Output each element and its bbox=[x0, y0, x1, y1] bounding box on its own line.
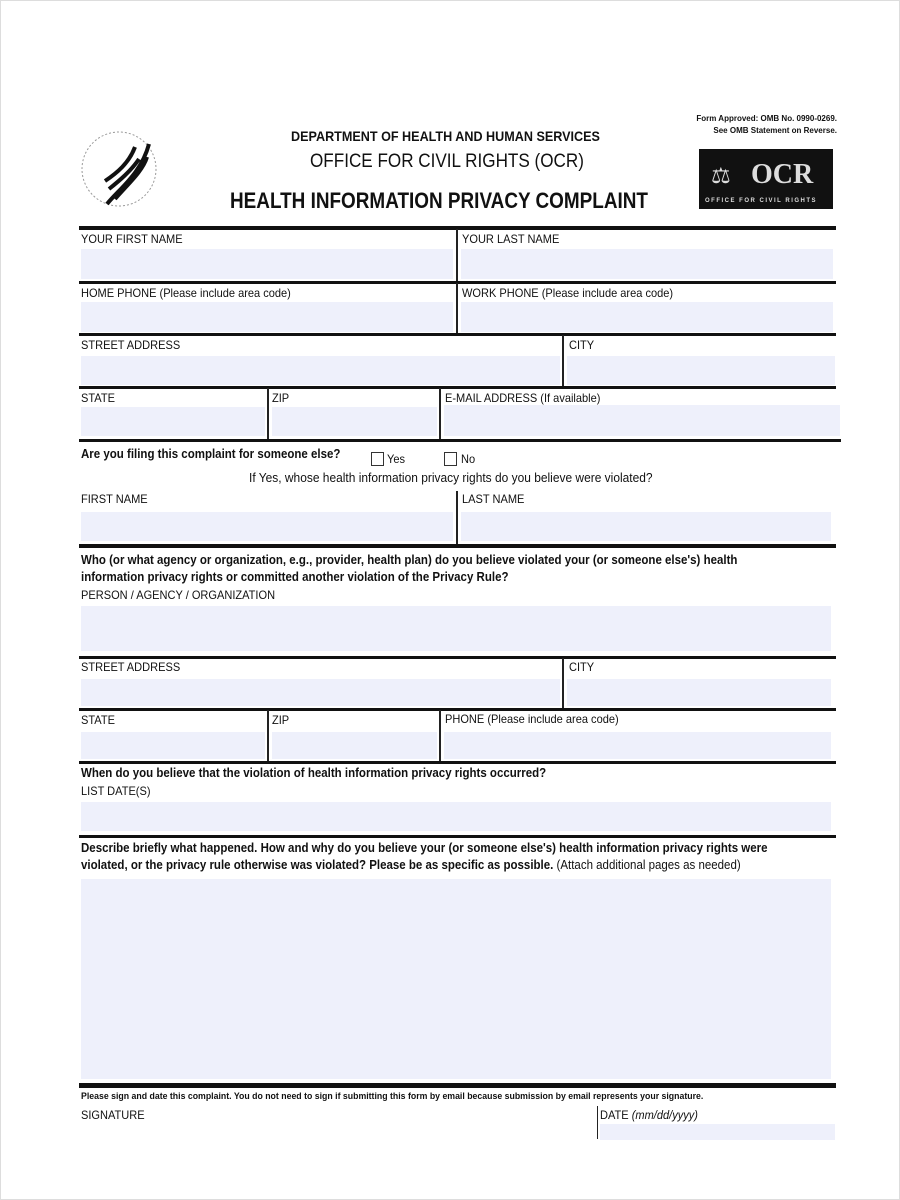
first-name-input[interactable] bbox=[81, 249, 453, 279]
street-label: STREET ADDRESS bbox=[81, 338, 181, 352]
violator-phone-input[interactable] bbox=[444, 732, 831, 759]
divider bbox=[456, 491, 458, 544]
ocr-logo-text: OCR bbox=[751, 159, 814, 190]
divider bbox=[267, 710, 269, 762]
violator-zip-label: ZIP bbox=[272, 713, 290, 727]
divider bbox=[79, 439, 841, 442]
whose-rights-text: If Yes, whose health information privacy rights do you believe were violated? bbox=[249, 470, 653, 485]
yes-checkbox[interactable] bbox=[371, 452, 384, 466]
other-first-name-label: FIRST NAME bbox=[81, 492, 148, 506]
ocr-logo-subtitle: OFFICE FOR CIVIL RIGHTS bbox=[705, 198, 818, 204]
zip-label: ZIP bbox=[272, 391, 290, 405]
attach-note: (Attach additional pages as needed) bbox=[556, 858, 741, 872]
divider bbox=[439, 710, 441, 762]
other-last-name-input[interactable] bbox=[461, 512, 831, 541]
other-first-name-input[interactable] bbox=[81, 512, 453, 541]
home-phone-input[interactable] bbox=[81, 302, 453, 332]
violator-city-label: CITY bbox=[569, 660, 595, 674]
divider bbox=[79, 1083, 836, 1088]
email-input[interactable] bbox=[444, 405, 840, 436]
violator-city-input[interactable] bbox=[567, 679, 831, 706]
work-phone-label: WORK PHONE (Please include area code) bbox=[462, 286, 674, 300]
date-label: DATE bbox=[600, 1108, 629, 1122]
violator-question: Who (or what agency or organization, e.g., provider, health plan) do you believe violated your (or someone else's) health bbox=[81, 553, 738, 567]
page-title: HEALTH INFORMATION PRIVACY COMPLAINT bbox=[230, 188, 648, 213]
divider bbox=[79, 386, 836, 389]
divider bbox=[439, 388, 441, 440]
hhs-seal-logo bbox=[79, 119, 159, 219]
describe-question: Describe briefly what happened. How and why do you believe your (or someone else's) health information privacy rights were bbox=[81, 841, 768, 855]
divider bbox=[267, 388, 269, 440]
divider bbox=[562, 335, 564, 387]
violator-state-label: STATE bbox=[81, 713, 115, 727]
divider bbox=[79, 761, 836, 764]
street-input[interactable] bbox=[81, 356, 560, 385]
work-phone-input[interactable] bbox=[461, 302, 833, 332]
divider bbox=[79, 656, 836, 659]
office-name: OFFICE FOR CIVIL RIGHTS (OCR) bbox=[310, 151, 584, 172]
zip-input[interactable] bbox=[272, 407, 437, 436]
divider bbox=[79, 544, 836, 548]
last-name-input[interactable] bbox=[461, 249, 833, 279]
violator-question-cont: information privacy rights or committed another violation of the Privacy Rule? bbox=[81, 570, 509, 584]
last-name-label: YOUR LAST NAME bbox=[462, 232, 560, 246]
date-input[interactable] bbox=[600, 1124, 835, 1140]
dates-input[interactable] bbox=[81, 802, 831, 831]
state-input[interactable] bbox=[81, 407, 265, 436]
describe-question-cont: violated, or the privacy rule otherwise was violated? Please be as specific as possible. bbox=[81, 858, 554, 872]
violator-zip-input[interactable] bbox=[272, 732, 437, 759]
first-name-label: YOUR FIRST NAME bbox=[81, 232, 183, 246]
no-label: No bbox=[461, 452, 476, 466]
no-checkbox[interactable] bbox=[444, 452, 457, 466]
violator-street-label: STREET ADDRESS bbox=[81, 660, 181, 674]
person-label: PERSON / AGENCY / ORGANIZATION bbox=[81, 588, 276, 602]
someone-else-question: Are you filing this complaint for someone else? bbox=[81, 447, 341, 461]
other-last-name-label: LAST NAME bbox=[462, 492, 525, 506]
date-format: (mm/dd/yyyy) bbox=[631, 1108, 698, 1122]
when-question: When do you believe that the violation of health information privacy rights occurred? bbox=[81, 766, 547, 780]
divider bbox=[597, 1106, 598, 1139]
divider bbox=[562, 658, 564, 709]
dept-name: DEPARTMENT OF HEALTH AND HUMAN SERVICES bbox=[291, 128, 600, 144]
state-label: STATE bbox=[81, 391, 115, 405]
divider bbox=[456, 283, 458, 334]
city-label: CITY bbox=[569, 338, 595, 352]
person-input[interactable] bbox=[81, 606, 831, 651]
divider bbox=[79, 333, 836, 336]
violator-state-input[interactable] bbox=[81, 732, 265, 759]
sign-note: Please sign and date this complaint. You do not need to sign if submitting this form by email because submission by email represents your signature. bbox=[81, 1091, 704, 1102]
ocr-logo bbox=[699, 149, 833, 209]
city-input[interactable] bbox=[567, 356, 835, 385]
scales-icon: ⚖ bbox=[711, 163, 731, 188]
divider bbox=[456, 229, 458, 281]
home-phone-label: HOME PHONE (Please include area code) bbox=[81, 286, 291, 300]
signature-label: SIGNATURE bbox=[81, 1108, 145, 1122]
description-textarea[interactable] bbox=[81, 879, 831, 1079]
violator-phone-label: PHONE (Please include area code) bbox=[445, 712, 619, 726]
omb-note bbox=[696, 113, 837, 137]
email-label: E-MAIL ADDRESS (If available) bbox=[445, 391, 601, 405]
yes-label: Yes bbox=[387, 452, 406, 466]
list-dates-label: LIST DATE(S) bbox=[81, 784, 151, 798]
omb-statement: See OMB Statement on Reverse. bbox=[713, 126, 837, 135]
violator-street-input[interactable] bbox=[81, 679, 560, 706]
divider bbox=[79, 708, 836, 711]
omb-number: Form Approved: OMB No. 0990-0269. bbox=[696, 114, 837, 123]
divider bbox=[79, 835, 836, 838]
